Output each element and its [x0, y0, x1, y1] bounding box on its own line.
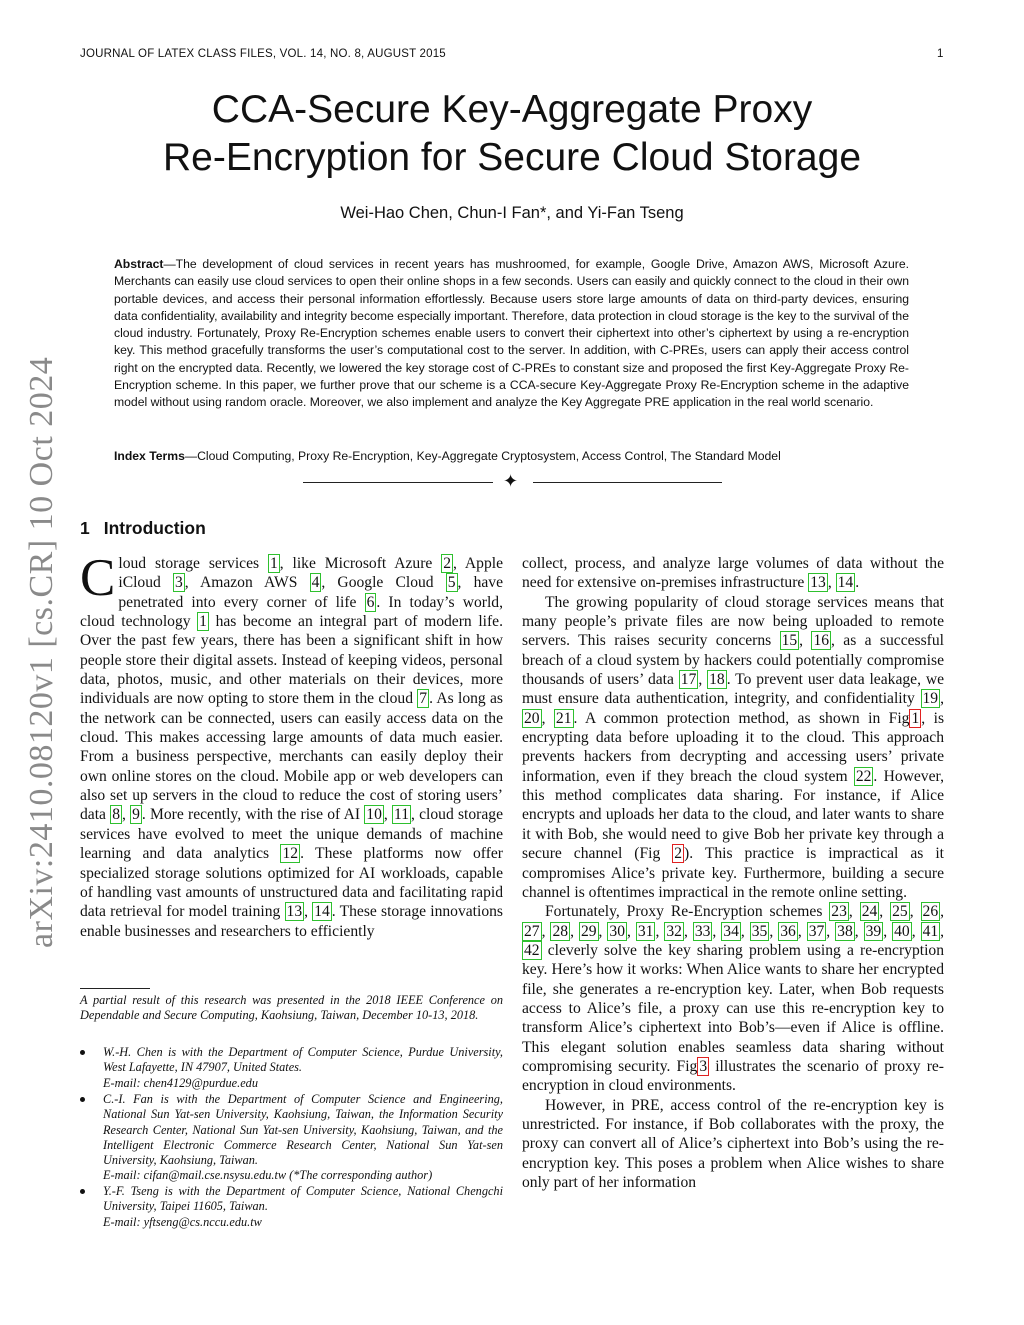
conference-footnote: A partial result of this research was presented in the 2018 IEEE Conference on Dependable and Secure Computing, Kaohsiung, Taiwan, December 10-13, 2018.	[80, 993, 503, 1023]
paper-title	[0, 86, 1024, 182]
right-column	[522, 554, 944, 1192]
citation-link[interactable]: 1	[269, 555, 278, 572]
citation-link[interactable]: 2	[443, 555, 451, 572]
abstract-text: —The development of cloud services in recent years has mushroomed, for example, Google Drive, Amazon AWS, Microsoft Azure. Merchants can easily use cloud services to open their online shops in a few seconds. Users can easily and quickly connect to the cloud in their own portable devices, and access their personal information effortlessly. Because users store large amounts of data on third-party devices, ensuring data confidentiality, availability and integrity become especially important. Therefore, data protection in cloud storage is the key to the survival of the cloud industry. Fortunately, Proxy Re-Encryption schemes enable users to convert their ciphertext into other’s ciphertext by using a re-encryption key. This method gracefully transforms the user’s computational cost to the server. In addition, with C-PREs, users can apply their access control right on the encrypted data. Recently, we lowered the key storage cost of C-PREs to constant size and proposed the first Key-Aggregate Proxy Re-Encryption scheme. In this paper, we further prove that our scheme is a CCA-secure Key-Aggregate Proxy Re-Encryption scheme in the adaptive model without using random oracle. Moreover, we also implement and analyze the Key Aggregate PRE application in the real world scenario.	[114, 257, 909, 410]
drop-cap: C	[80, 549, 116, 607]
citation-link[interactable]: 3	[174, 574, 183, 592]
citation-link[interactable]: 38	[837, 922, 853, 940]
title-line-2: Re-Encryption for Secure Cloud Storage	[162, 136, 862, 179]
intro-paragraph-2: The growing popularity of cloud storage services means that many people’s private files are now being uploaded to remote servers. This raises security concerns 15 , 16 , as a successful breach of a cloud system by hackers could potentially compromise thousands of users’ data 17 , 18 . To prevent user data leakage, we must ensure data authentication, integrity, and confidentiality 19 , 20 , 21 . A common protection method, as shown in Fig 1 , is encrypting data before uploading it to the cloud. This approach prevents hackers from decrypting and accessing users’ private information, even if they breach the cloud system 22 . However, this method complicates data sharing. For instance, if Alice encrypts and uploads her data to the cloud, and later wants to share it with Bob, she would need to give Bob her private key through a secure channel (Fig 2 ). This practice is impractical as it compromises Alice’s private key. Furthermore, building a secure channel is oftentimes impractical in the remote online setting.	[522, 593, 945, 901]
citation-link[interactable]: 13	[810, 574, 826, 592]
citation-link[interactable]: 29	[580, 922, 597, 940]
intro-paragraph-3: Fortunately, Proxy Re-Encryption schemes 23 , 24 , 25 , 26 , 27 , 28 , 29 , 30 , 31 , 32 , 33 , 34 , 35 , 36 , 37 , 38 , 39 , 40 , 41 , 42 cleverly solve the key sharing problem using a re-encryption key. Here’s how it works: When Alice wants to share her encrypted file, she generates a re-encryption key. Later, when Bob requests access to Alice’s file, a proxy can use this re-encryption key to transform Alice’s ciphertext into Bob’s—even if Alice is offline. This elegant solution enables seamless data sharing without compromising security. Fig 3 illustrates the scenario of proxy re-encryption in cloud environments.	[522, 903, 945, 1095]
affiliation-text: Y.-F. Tseng is with the Department of Computer Science, National Chengchi University, Taipei 11605, Taiwan.	[103, 1184, 503, 1214]
citation-link[interactable]: 23	[831, 903, 847, 921]
section-heading	[80, 518, 206, 539]
citation-link[interactable]: 16	[813, 632, 830, 650]
section-number: 1	[80, 518, 90, 538]
index-terms-label: Index Terms	[114, 449, 185, 463]
affiliation-text: C.-I. Fan is with the Department of Computer Science and Engineering, National Sun Yat-sen University, Kaohsiung, Taiwan, the Information Security Research Center, National Sun Yat-sen University, Kaohsiung, Taiwan, and the Intelligent Electronic Commerce Research Center, National Sun Yat-sen University, Kaohsiung, Taiwan.	[103, 1092, 503, 1168]
abstract-label: Abstract	[114, 257, 164, 271]
citation-link[interactable]: 5	[447, 574, 456, 592]
footnote-rule	[80, 988, 150, 989]
citation-link[interactable]: 11	[394, 806, 410, 824]
affiliation-item	[80, 1092, 503, 1184]
index-terms-text: —Cloud Computing, Proxy Re-Encryption, Key-Aggregate Cryptosystem, Access Control, The Standard Model	[184, 449, 781, 463]
ornament-rule-right	[533, 482, 722, 483]
citation-link[interactable]: 10	[366, 806, 382, 824]
citation-link[interactable]: 42	[524, 941, 540, 959]
citation-link[interactable]: 39	[865, 922, 882, 940]
citation-link[interactable]: 18	[709, 671, 725, 689]
citation-link[interactable]: 41	[922, 922, 939, 940]
citation-link[interactable]: 21	[555, 709, 572, 727]
title-line-1: CCA-Secure Key-Aggregate Proxy	[211, 88, 813, 131]
citation-link[interactable]: 22	[855, 767, 872, 785]
affiliation-email[interactable]: E-mail: chen4129@purdue.edu	[103, 1075, 258, 1090]
arxiv-side-label: arXiv:2410.08120v1 [cs.CR] 10 Oct 2024	[23, 356, 60, 948]
citation-link[interactable]: 9	[132, 806, 140, 824]
bullet-icon	[80, 1050, 85, 1055]
citation-link[interactable]: 34	[723, 922, 739, 940]
citation-link[interactable]: 37	[808, 922, 825, 940]
citation-link[interactable]: 15	[781, 632, 798, 650]
section-title: Introduction	[103, 518, 206, 538]
citation-link[interactable]: 19	[922, 690, 939, 708]
citation-link[interactable]: 31	[637, 922, 654, 940]
author-list: Wei-Hao Chen, Chun-I Fan*, and Yi-Fan Tseng	[340, 204, 684, 222]
ornament-rule-left	[303, 482, 493, 483]
bullet-icon	[80, 1189, 85, 1194]
page-number: 1	[937, 48, 944, 60]
citation-link[interactable]: 33	[694, 922, 711, 940]
citation-link[interactable]: 7	[419, 690, 428, 708]
citation-link[interactable]: 4	[311, 574, 320, 592]
citation-link[interactable]: 25	[892, 903, 908, 921]
figure-link[interactable]: 2	[674, 845, 683, 863]
citation-link[interactable]: 24	[861, 903, 878, 921]
citation-link[interactable]: 32	[666, 922, 682, 940]
running-header: JOURNAL OF LATEX CLASS FILES, VOL. 14, NO. 8, AUGUST 2015	[80, 48, 446, 60]
intro-paragraph-1-cont: collect, process, and analyze large volumes of data without the need for extensive on-premises infrastructure 13 , 14 .	[522, 555, 944, 592]
affiliation-text: W.-H. Chen is with the Department of Computer Science, Purdue University, West Lafayette, IN 47907, United States.	[103, 1045, 503, 1075]
intro-paragraph-4: However, in PRE, access control of the re-encryption key is unrestricted. For instance, if Bob collaborates with the proxy, the proxy can convert all of Alice’s ciphertext into Bob’s using the re-encryption key. This poses a problem when Alice wishes to share only part of her information	[522, 1096, 944, 1191]
citation-link[interactable]: 36	[780, 922, 796, 940]
citation-link[interactable]: 12	[282, 845, 299, 863]
left-column	[80, 549, 504, 941]
citation-link[interactable]: 28	[552, 922, 569, 940]
affiliation-item	[80, 1184, 503, 1230]
abstract	[114, 256, 909, 412]
figure-link[interactable]: 3	[699, 1057, 708, 1075]
citation-link[interactable]: 14	[314, 903, 330, 921]
citation-link[interactable]: 6	[366, 593, 375, 611]
citation-link[interactable]: 8	[112, 806, 120, 824]
citation-link[interactable]: 26	[922, 903, 939, 921]
index-terms	[114, 448, 909, 465]
intro-paragraph-1: Cloud storage services 1 , like Microsoft Azure 2 , Apple iCloud 3 , Amazon AWS 4 , Google Cloud 5 , have penetrated into every corner of life 6 . In today’s world, cloud technology 1 has become an integral part of modern life. Over the past few years, there has been a significant shift in how people store their digital assets. Instead of keeping videos, personal data, photos, music, and other materials on their devices, more individuals are now opting to store them in the cloud 7 . As long as the network can be connected, users can easily access data on the cloud. This makes accessing large amounts of data much easier. From a business perspective, merchants can easily deploy their own online stores on the cloud. Mobile app or web developers can also set up servers in the cloud to reduce the cost of storing users’ data 8 , 9 . More recently, with the rise of AI 10 , 11 , cloud storage services have evolved to meet the unique demands of machine learning and data analytics 12 . These platforms now offer specialized storage solutions optimized for AI workloads, capable of handling vast amounts of unstructured data and facilitating rapid data retrieval for model training 13 , 14 . These storage innovations enable businesses and researchers to efficiently	[80, 549, 504, 940]
affiliation-item	[80, 1045, 503, 1091]
bullet-icon	[80, 1097, 85, 1102]
citation-link[interactable]: 30	[609, 922, 625, 940]
figure-link[interactable]: 1	[911, 709, 920, 727]
ornament-icon: ✦	[503, 471, 519, 492]
affiliation-email[interactable]: E-mail: cifan@mail.cse.nsysu.edu.tw (*The corresponding author)	[103, 1168, 433, 1183]
citation-link[interactable]: 35	[751, 922, 768, 940]
citation-link[interactable]: 40	[894, 922, 910, 940]
citation-link[interactable]: 1	[199, 613, 207, 631]
citation-link[interactable]: 20	[524, 709, 540, 727]
affiliation-email[interactable]: E-mail: yftseng@cs.nccu.edu.tw	[103, 1214, 262, 1229]
citation-link[interactable]: 17	[680, 671, 697, 689]
citation-link[interactable]: 13	[286, 903, 303, 921]
citation-link[interactable]: 27	[524, 922, 540, 940]
citation-link[interactable]: 14	[837, 574, 854, 592]
